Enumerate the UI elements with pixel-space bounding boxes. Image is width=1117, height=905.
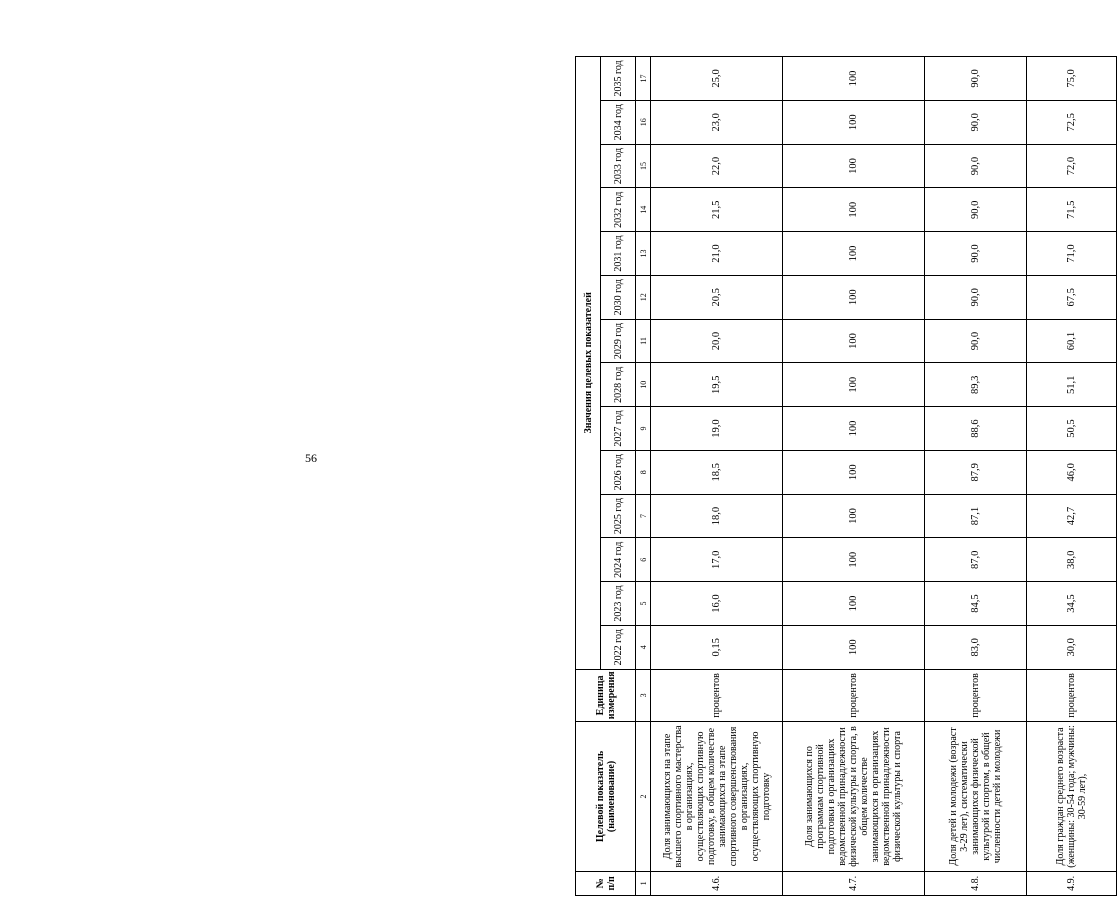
value-cell: 42,7	[1027, 494, 1117, 538]
value-cell: 90,0	[925, 100, 1027, 144]
table-row	[651, 57, 783, 896]
column-number: 5	[636, 582, 651, 626]
table-body	[651, 57, 1117, 896]
page-number: 56	[305, 451, 317, 465]
column-number: 3	[636, 669, 651, 722]
header-year: 2031 год	[601, 232, 636, 276]
value-cell: 100	[783, 275, 925, 319]
value-cell: 100	[783, 100, 925, 144]
value-cell: 23,0	[651, 100, 783, 144]
header-year: 2026 год	[601, 450, 636, 494]
column-number: 17	[636, 57, 651, 101]
value-cell: 71,5	[1027, 188, 1117, 232]
header-year: 2025 год	[601, 494, 636, 538]
header-year: 2024 год	[601, 538, 636, 582]
value-cell: 72,0	[1027, 144, 1117, 188]
column-number: 6	[636, 538, 651, 582]
value-cell: 20,0	[651, 319, 783, 363]
row-number: 4.7.	[783, 871, 925, 895]
column-number: 7	[636, 494, 651, 538]
table-row	[925, 57, 1027, 896]
value-cell: 20,5	[651, 275, 783, 319]
value-cell: 83,0	[925, 625, 1027, 669]
value-cell: 67,5	[1027, 275, 1117, 319]
unit-cell: процентов	[651, 669, 783, 722]
value-cell: 87,1	[925, 494, 1027, 538]
column-number: 12	[636, 275, 651, 319]
header-year: 2032 год	[601, 188, 636, 232]
header-year: 2028 год	[601, 363, 636, 407]
column-number: 10	[636, 363, 651, 407]
value-cell: 19,0	[651, 407, 783, 451]
column-number: 2	[636, 722, 651, 872]
value-cell: 90,0	[925, 57, 1027, 101]
value-cell: 72,5	[1027, 100, 1117, 144]
row-number: 4.8.	[925, 871, 1027, 895]
table-row	[783, 57, 925, 896]
value-cell: 30,0	[1027, 625, 1117, 669]
indicator-name: Доля детей и молодежи (возраст 3-29 лет), систематически занимающихся физической культурой и спортом, в общей численности детей и молодежи	[925, 722, 1027, 872]
column-number-row	[636, 57, 651, 896]
indicator-name: Доля занимающихся на этапе высшего спортивного мастерства в организациях, осуществляющих спортивную подготовку, в общем количестве занимающихся на этапе спортивного совершенствования в организациях, осуществляющих спортивную подготовку	[651, 722, 783, 872]
value-cell: 100	[783, 538, 925, 582]
value-cell: 21,0	[651, 232, 783, 276]
value-cell: 100	[783, 319, 925, 363]
header-unit: Единица измерения	[576, 669, 636, 722]
target-indicators-table	[575, 56, 1117, 896]
value-cell: 100	[783, 232, 925, 276]
value-cell: 88,6	[925, 407, 1027, 451]
header-year: 2033 год	[601, 144, 636, 188]
value-cell: 100	[783, 450, 925, 494]
value-cell: 84,5	[925, 582, 1027, 626]
column-number: 1	[636, 871, 651, 895]
column-number: 14	[636, 188, 651, 232]
table-row	[1027, 57, 1117, 896]
indicator-name: Доля граждан среднего возраста (женщины: 30-54 года; мужчины: 30-59 лет),	[1027, 722, 1117, 872]
value-cell: 46,0	[1027, 450, 1117, 494]
value-cell: 87,0	[925, 538, 1027, 582]
value-cell: 89,3	[925, 363, 1027, 407]
header-indicator: Целевой показатель (наименование)	[576, 722, 636, 872]
column-number: 16	[636, 100, 651, 144]
value-cell: 17,0	[651, 538, 783, 582]
value-cell: 90,0	[925, 232, 1027, 276]
value-cell: 21,5	[651, 188, 783, 232]
header-year: 2023 год	[601, 582, 636, 626]
value-cell: 38,0	[1027, 538, 1117, 582]
column-number: 13	[636, 232, 651, 276]
unit-cell: процентов	[925, 669, 1027, 722]
row-number: 4.6.	[651, 871, 783, 895]
header-year: 2029 год	[601, 319, 636, 363]
value-cell: 90,0	[925, 144, 1027, 188]
header-year: 2035 год	[601, 57, 636, 101]
value-cell: 90,0	[925, 319, 1027, 363]
value-cell: 100	[783, 407, 925, 451]
value-cell: 51,1	[1027, 363, 1117, 407]
column-number: 4	[636, 625, 651, 669]
value-cell: 50,5	[1027, 407, 1117, 451]
value-cell: 100	[783, 363, 925, 407]
column-number: 11	[636, 319, 651, 363]
header-year: 2034 год	[601, 100, 636, 144]
value-cell: 22,0	[651, 144, 783, 188]
indicator-name: Доля занимающихся по программам спортивной подготовки в организациях ведомственной принадлежности физической культуры и спорта, в общем количестве занимающихся в организациях ведомственной принадлежности физической культуры и спорта	[783, 722, 925, 872]
rotated-table-wrapper	[575, 56, 1088, 896]
value-cell: 34,5	[1027, 582, 1117, 626]
value-cell: 90,0	[925, 275, 1027, 319]
header-year: 2030 год	[601, 275, 636, 319]
value-cell: 90,0	[925, 188, 1027, 232]
value-cell: 100	[783, 494, 925, 538]
column-number: 9	[636, 407, 651, 451]
header-year: 2027 год	[601, 407, 636, 451]
unit-cell: процентов	[1027, 669, 1117, 722]
value-cell: 100	[783, 582, 925, 626]
value-cell: 87,9	[925, 450, 1027, 494]
value-cell: 100	[783, 144, 925, 188]
value-cell: 18,5	[651, 450, 783, 494]
unit-cell: процентов	[783, 669, 925, 722]
header-year: 2022 год	[601, 625, 636, 669]
value-cell: 16,0	[651, 582, 783, 626]
value-cell: 19,5	[651, 363, 783, 407]
value-cell: 75,0	[1027, 57, 1117, 101]
header-values-group: Значения целевых показателей	[576, 57, 601, 670]
header-row-top	[576, 57, 601, 896]
column-number: 8	[636, 450, 651, 494]
value-cell: 18,0	[651, 494, 783, 538]
value-cell: 25,0	[651, 57, 783, 101]
value-cell: 100	[783, 625, 925, 669]
column-number: 15	[636, 144, 651, 188]
row-number: 4.9.	[1027, 871, 1117, 895]
value-cell: 100	[783, 57, 925, 101]
value-cell: 100	[783, 188, 925, 232]
value-cell: 60,1	[1027, 319, 1117, 363]
header-num: № п/п	[576, 871, 636, 895]
value-cell: 71,0	[1027, 232, 1117, 276]
value-cell: 0,15	[651, 625, 783, 669]
